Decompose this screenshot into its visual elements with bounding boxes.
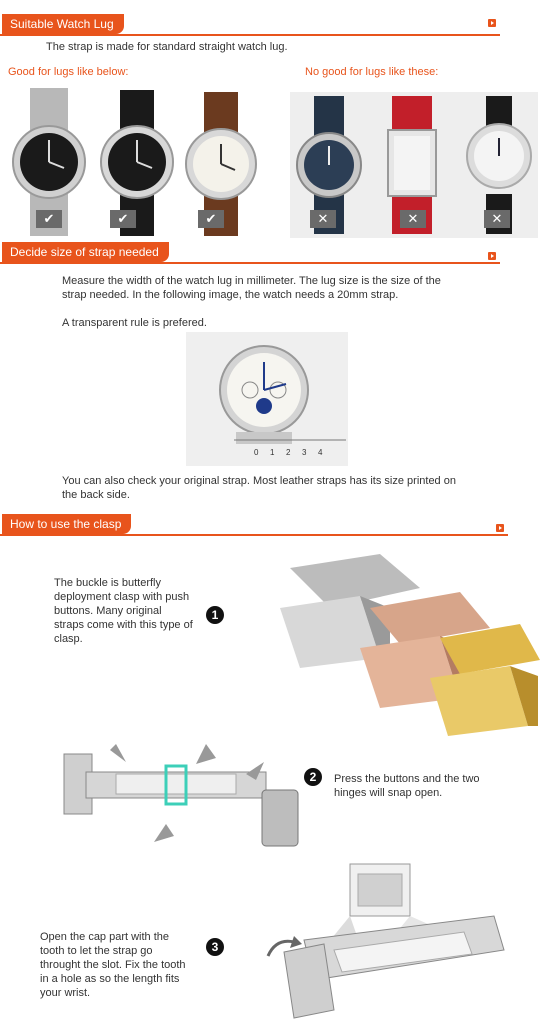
ruler-mark-0: 0 <box>254 448 259 457</box>
section-title: How to use the clasp <box>2 514 131 534</box>
ruler-watch <box>186 332 348 466</box>
clasp-step-1-text: The buckle is butterfly deployment clasp with push buttons. Many original straps come with this type of clasp. <box>54 577 193 645</box>
arrow-icon <box>496 524 504 532</box>
check-icon: ✔ <box>110 210 136 228</box>
butterfly-buckles-image <box>270 548 540 738</box>
step-number-1: 1 <box>206 606 224 624</box>
section-title: Suitable Watch Lug <box>2 14 124 34</box>
good-lug-label: Good for lugs like below: <box>8 66 129 78</box>
divider <box>0 262 500 264</box>
clasp-step-3-text: Open the cap part with the tooth to let the strap go throught the slot. Fix the tooth in a hole as so the length fits your wrist. <box>40 931 186 999</box>
ruler-mark-3: 3 <box>302 448 307 457</box>
cross-icon: ✕ <box>400 210 426 228</box>
size-paragraph-1: Measure the width of the watch lug in millimeter. The lug size is the size of the strap needed. In the following image, the watch needs a 20mm strap. <box>62 275 441 301</box>
lug-intro: The strap is made for standard straight watch lug. <box>46 41 288 53</box>
cross-icon: ✕ <box>310 210 336 228</box>
section-title: Decide size of strap needed <box>2 242 169 262</box>
size-paragraph-2: A transparent rule is prefered. <box>62 317 207 329</box>
check-icon: ✔ <box>36 210 62 228</box>
section-header-clasp <box>0 514 508 536</box>
section-header-size <box>0 242 500 264</box>
cross-icon: ✕ <box>484 210 510 228</box>
ruler-mark-1: 1 <box>270 448 275 457</box>
arrow-icon <box>488 252 496 260</box>
step-number-2: 2 <box>304 768 322 786</box>
step-number-3: 3 <box>206 938 224 956</box>
ruler-image <box>186 332 348 466</box>
clasp-press-diagram <box>56 724 306 854</box>
size-paragraph-3: You can also check your original strap. Most leather straps has its size printed on the back side. <box>62 475 456 501</box>
arrow-icon <box>488 19 496 27</box>
check-icon: ✔ <box>198 210 224 228</box>
ruler-mark-4: 4 <box>318 448 323 457</box>
divider <box>0 34 500 36</box>
clasp-open-diagram <box>254 860 524 1022</box>
good-watch-2 <box>96 90 178 236</box>
section-header-lug <box>0 14 500 36</box>
divider <box>0 534 508 536</box>
bad-lug-label: No good for lugs like these: <box>305 66 439 78</box>
ruler-mark-2: 2 <box>286 448 291 457</box>
clasp-step-2-text: Press the buttons and the two hinges will snap open. <box>334 773 480 799</box>
